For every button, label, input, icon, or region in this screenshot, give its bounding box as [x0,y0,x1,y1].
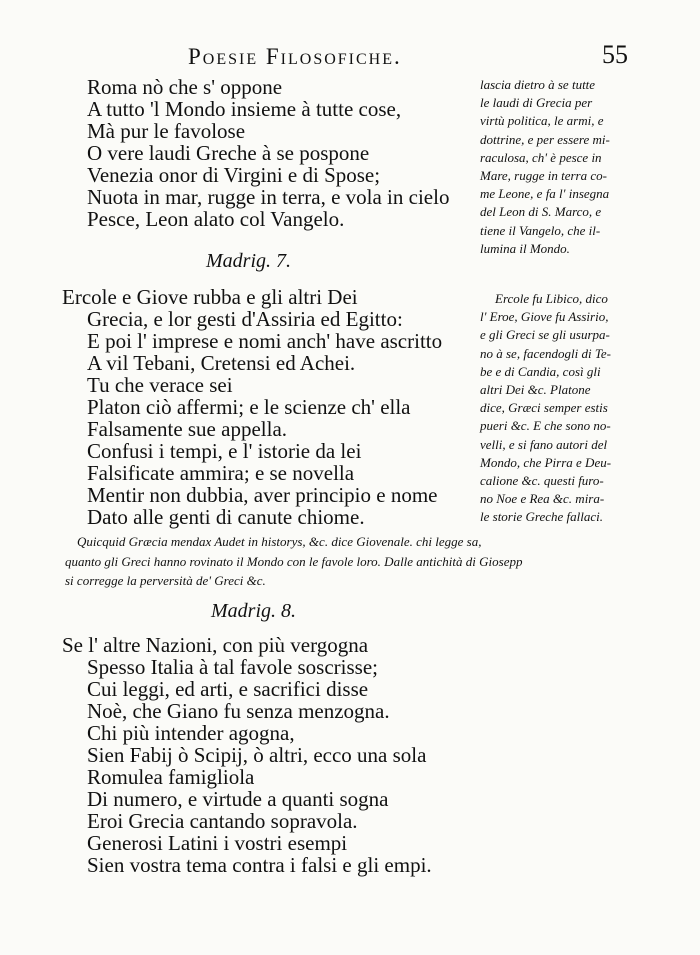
madrigal-7-verse [62,286,442,528]
note-line: virtù politica, le armi, e [480,113,604,129]
verse-line: Cui leggi, ed arti, e sacrifici disse [87,677,369,701]
verse-line: Sien Fabij ò Scipij, ò altri, ecco una sola [87,743,427,767]
margin-note-2 [480,290,611,526]
verse-line: Di numero, e virtude a quanti sogna [87,787,389,811]
note-line: tiene il Vangelo, che il- [480,222,601,238]
footnote-line: Quicquid Græcia mendax Audet in historys, &c. dice Giovenale. chi legge sa, [77,534,482,549]
verse-line: O vere laudi Greche à se pospone [87,141,370,165]
note-line: dottrine, e per essere mi- [480,131,610,147]
verse-line: Venezia onor di Virgini e di Spose; [87,163,381,187]
verse-line: Sien vostra tema contra i falsi e gli empi. [87,853,432,877]
note-line: pueri &c. E che sono no- [480,418,611,434]
note-line: velli, e si fano autori del [480,436,608,452]
margin-note-1 [480,76,610,258]
verse-line: Pesce, Leon alato col Vangelo. [87,207,345,231]
poem-section-1 [87,76,449,230]
verse-line: Mentir non dubbia, aver principio e nome [87,483,438,507]
note-line: dice, Græci semper estis [480,400,608,416]
verse-line: Tu che verace sei [87,373,233,397]
note-line: lascia dietro à se tutte [480,77,596,92]
verse-line: Grecia, e lor gesti d'Assiria ed Egitto: [87,307,403,331]
verse-line: Romulea famigliola [87,765,255,789]
note-line: del Leon di S. Marco, e [480,204,602,220]
verse-line: Falsamente sue appella. [87,417,288,441]
verse-line: Chi più intender agogna, [87,721,295,745]
madrigal-8-verse [62,634,432,876]
verse-line: A tutto 'l Mondo insieme à tutte cose, [87,97,402,121]
verse-line: Ercole e Giove rubba e gli altri Dei [62,285,358,309]
verse-line: Dato alle genti di canute chiome. [87,505,365,529]
note-line: le storie Greche fallaci. [480,509,603,525]
note-line: Ercole fu Libico, dico [495,291,608,306]
verse-line: Falsificate ammira; e se novella [87,461,355,485]
verse-line: Roma nò che s' oppone [87,75,283,99]
note-line: Mare, rugge in terra co- [480,167,607,183]
note-line: be e di Candia, così gli [480,363,601,379]
running-header: Poesie Filosofiche. [188,44,402,69]
madrigal-heading-8: Madrig. 8. [211,600,296,622]
note-line: me Leone, e fa l' insegna [480,186,610,202]
note-line: altri Dei &c. Platone [480,381,591,397]
verse-line: Se l' altre Nazioni, con più vergogna [62,633,369,657]
verse-line: Eroi Grecia cantando sopravola. [87,809,358,833]
verse-line: Generosi Latini i vostri esempi [87,831,348,855]
note-line: lumina il Mondo. [480,240,570,256]
note-line: calione &c. questi furo- [480,472,604,488]
note-line: no à se, facendogli di Te- [480,345,611,361]
footnote-line: si corregge la perversità de' Greci &c. [65,573,266,588]
page-number: 55 [602,40,628,69]
note-line: le laudi di Grecia per [480,95,593,111]
verse-line: E poi l' imprese e nomi anch' have ascritto [87,329,443,353]
footnote [55,532,522,591]
note-line: Mondo, che Pirra e Deu- [480,454,612,470]
note-line: raculosa, ch' è pesce in [480,149,602,165]
verse-line: Confusi i tempi, e l' istorie da lei [87,439,362,463]
madrigal-heading-7: Madrig. 7. [206,250,291,272]
verse-line: Spesso Italia à tal favole soscrisse; [87,655,379,679]
verse-line: A vil Tebani, Cretensi ed Achei. [87,351,356,375]
footnote-line: quanto gli Greci hanno rovinato il Mondo con le favole loro. Dalle antichità di Giosepp [65,553,523,569]
verse-line: Platon ciò affermi; e le scienze ch' ella [87,395,411,419]
verse-line: Noè, che Giano fu senza menzogna. [87,699,390,723]
verse-line: Mà pur le favolose [87,119,246,143]
note-line: no Noe e Rea &c. mira- [480,491,605,507]
note-line: l' Eroe, Giove fu Assirio, [480,309,609,325]
verse-line: Nuota in mar, rugge in terra, e vola in cielo [87,185,450,209]
note-line: e gli Greci se gli usurpa- [480,327,610,343]
